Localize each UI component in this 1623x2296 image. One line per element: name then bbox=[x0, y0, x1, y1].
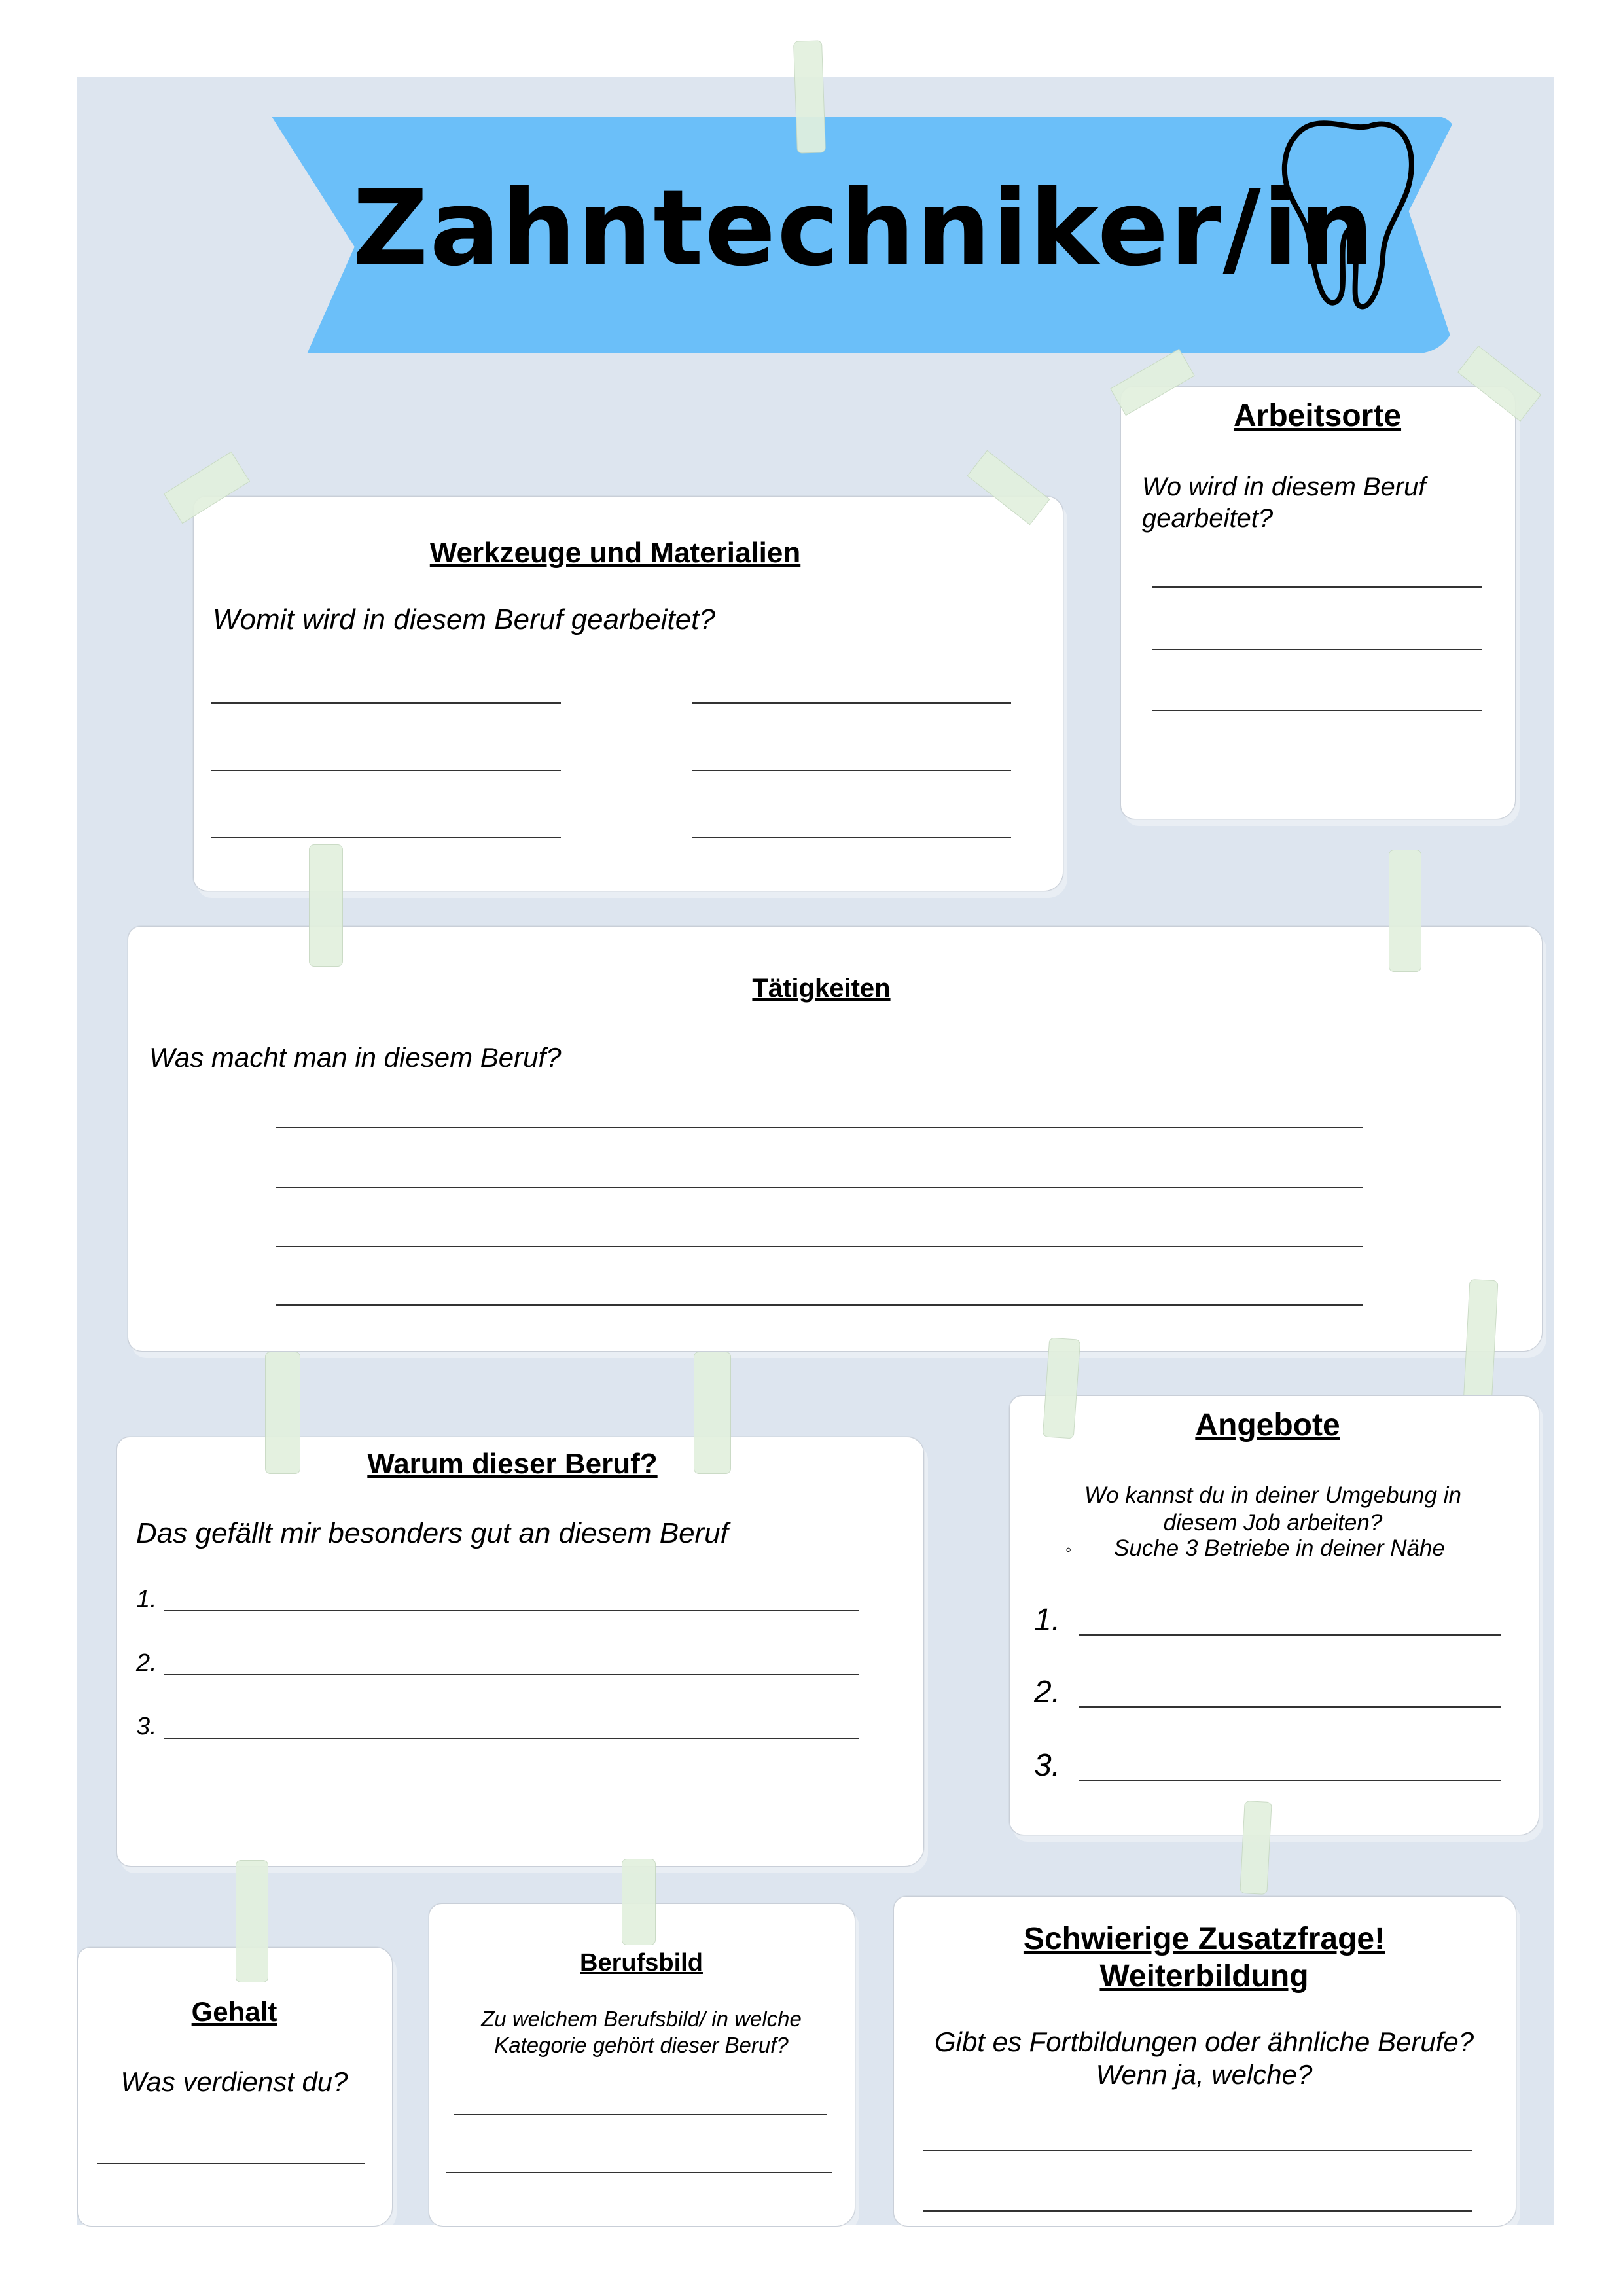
tape-strip bbox=[1240, 1801, 1272, 1895]
gehalt-heading: Gehalt bbox=[191, 1996, 277, 2027]
werkzeuge-question: Womit wird in diesem Beruf gearbeitet? bbox=[213, 603, 715, 636]
list-number: 1. bbox=[136, 1586, 157, 1613]
angebote-heading: Angebote bbox=[1195, 1408, 1340, 1443]
berufsbild-heading: Berufsbild bbox=[580, 1949, 703, 1977]
tape-strip bbox=[236, 1860, 268, 1982]
card-angebote bbox=[1009, 1395, 1539, 1835]
list-number: 1. bbox=[1034, 1603, 1061, 1638]
answer-line[interactable] bbox=[276, 1127, 1363, 1128]
worksheet-title: Zahntechniker/in bbox=[352, 167, 1376, 289]
angebote-question: Wo kannst du in deiner Umgebung in diesem Job arbeiten? bbox=[1084, 1482, 1461, 1535]
answer-line[interactable] bbox=[164, 1738, 859, 1739]
warum-heading: Warum dieser Beruf? bbox=[367, 1448, 658, 1480]
warum-question: Das gefällt mir besonders gut an diesem Beruf bbox=[136, 1517, 728, 1549]
taetigkeiten-question: Was macht man in diesem Beruf? bbox=[149, 1042, 562, 1073]
list-number: 2. bbox=[1034, 1675, 1061, 1710]
answer-line[interactable] bbox=[1079, 1780, 1501, 1781]
gehalt-question: Was verdienst du? bbox=[120, 2066, 348, 2097]
list-number: 3. bbox=[136, 1713, 157, 1740]
answer-line[interactable] bbox=[276, 1187, 1363, 1188]
answer-line[interactable] bbox=[923, 2210, 1472, 2212]
tape-strip bbox=[309, 844, 343, 967]
list-number: 2. bbox=[136, 1649, 157, 1677]
card-arbeitsorte bbox=[1120, 386, 1516, 819]
angebote-bullet: Suche 3 Betriebe in deiner Nähe bbox=[1114, 1535, 1445, 1561]
tooth-icon bbox=[1273, 113, 1420, 315]
answer-line[interactable] bbox=[211, 770, 561, 771]
arbeitsorte-heading: Arbeitsorte bbox=[1233, 399, 1402, 433]
answer-line[interactable] bbox=[446, 2172, 832, 2173]
answer-line[interactable] bbox=[1152, 649, 1482, 650]
tape-strip bbox=[1389, 850, 1421, 972]
taetigkeiten-heading: Tätigkeiten bbox=[752, 974, 891, 1003]
answer-line[interactable] bbox=[1152, 586, 1482, 588]
answer-line[interactable] bbox=[1152, 710, 1482, 711]
answer-line[interactable] bbox=[97, 2163, 365, 2164]
answer-line[interactable] bbox=[692, 837, 1011, 838]
werkzeuge-heading: Werkzeuge und Materialien bbox=[429, 537, 801, 569]
list-number: 3. bbox=[1034, 1748, 1061, 1783]
zusatzfrage-heading-line1: Schwierige Zusatzfrage! bbox=[1023, 1922, 1385, 1956]
answer-line[interactable] bbox=[211, 702, 561, 704]
bullet-icon: ◦ bbox=[1065, 1539, 1072, 1559]
tape-strip bbox=[793, 40, 826, 153]
answer-line[interactable] bbox=[454, 2114, 827, 2115]
zusatzfrage-question: Gibt es Fortbildungen oder ähnliche Berufe? Wenn ja, welche? bbox=[934, 2026, 1474, 2090]
answer-line[interactable] bbox=[692, 770, 1011, 771]
answer-line[interactable] bbox=[164, 1674, 859, 1675]
arbeitsorte-question: Wo wird in diesem Beruf gearbeitet? bbox=[1142, 473, 1426, 533]
answer-line[interactable] bbox=[164, 1610, 859, 1611]
answer-line[interactable] bbox=[692, 702, 1011, 704]
answer-line[interactable] bbox=[276, 1304, 1363, 1306]
answer-line[interactable] bbox=[923, 2150, 1472, 2151]
answer-line[interactable] bbox=[211, 837, 561, 838]
berufsbild-question: Zu welchem Berufsbild/ in welche Kategorie gehört dieser Beruf? bbox=[481, 2007, 802, 2057]
card-warum bbox=[116, 1437, 924, 1867]
answer-line[interactable] bbox=[276, 1246, 1363, 1247]
answer-line[interactable] bbox=[1079, 1634, 1501, 1636]
answer-line[interactable] bbox=[1079, 1706, 1501, 1708]
zusatzfrage-heading-line2: Weiterbildung bbox=[1099, 1959, 1309, 1994]
tape-strip bbox=[622, 1859, 656, 1945]
